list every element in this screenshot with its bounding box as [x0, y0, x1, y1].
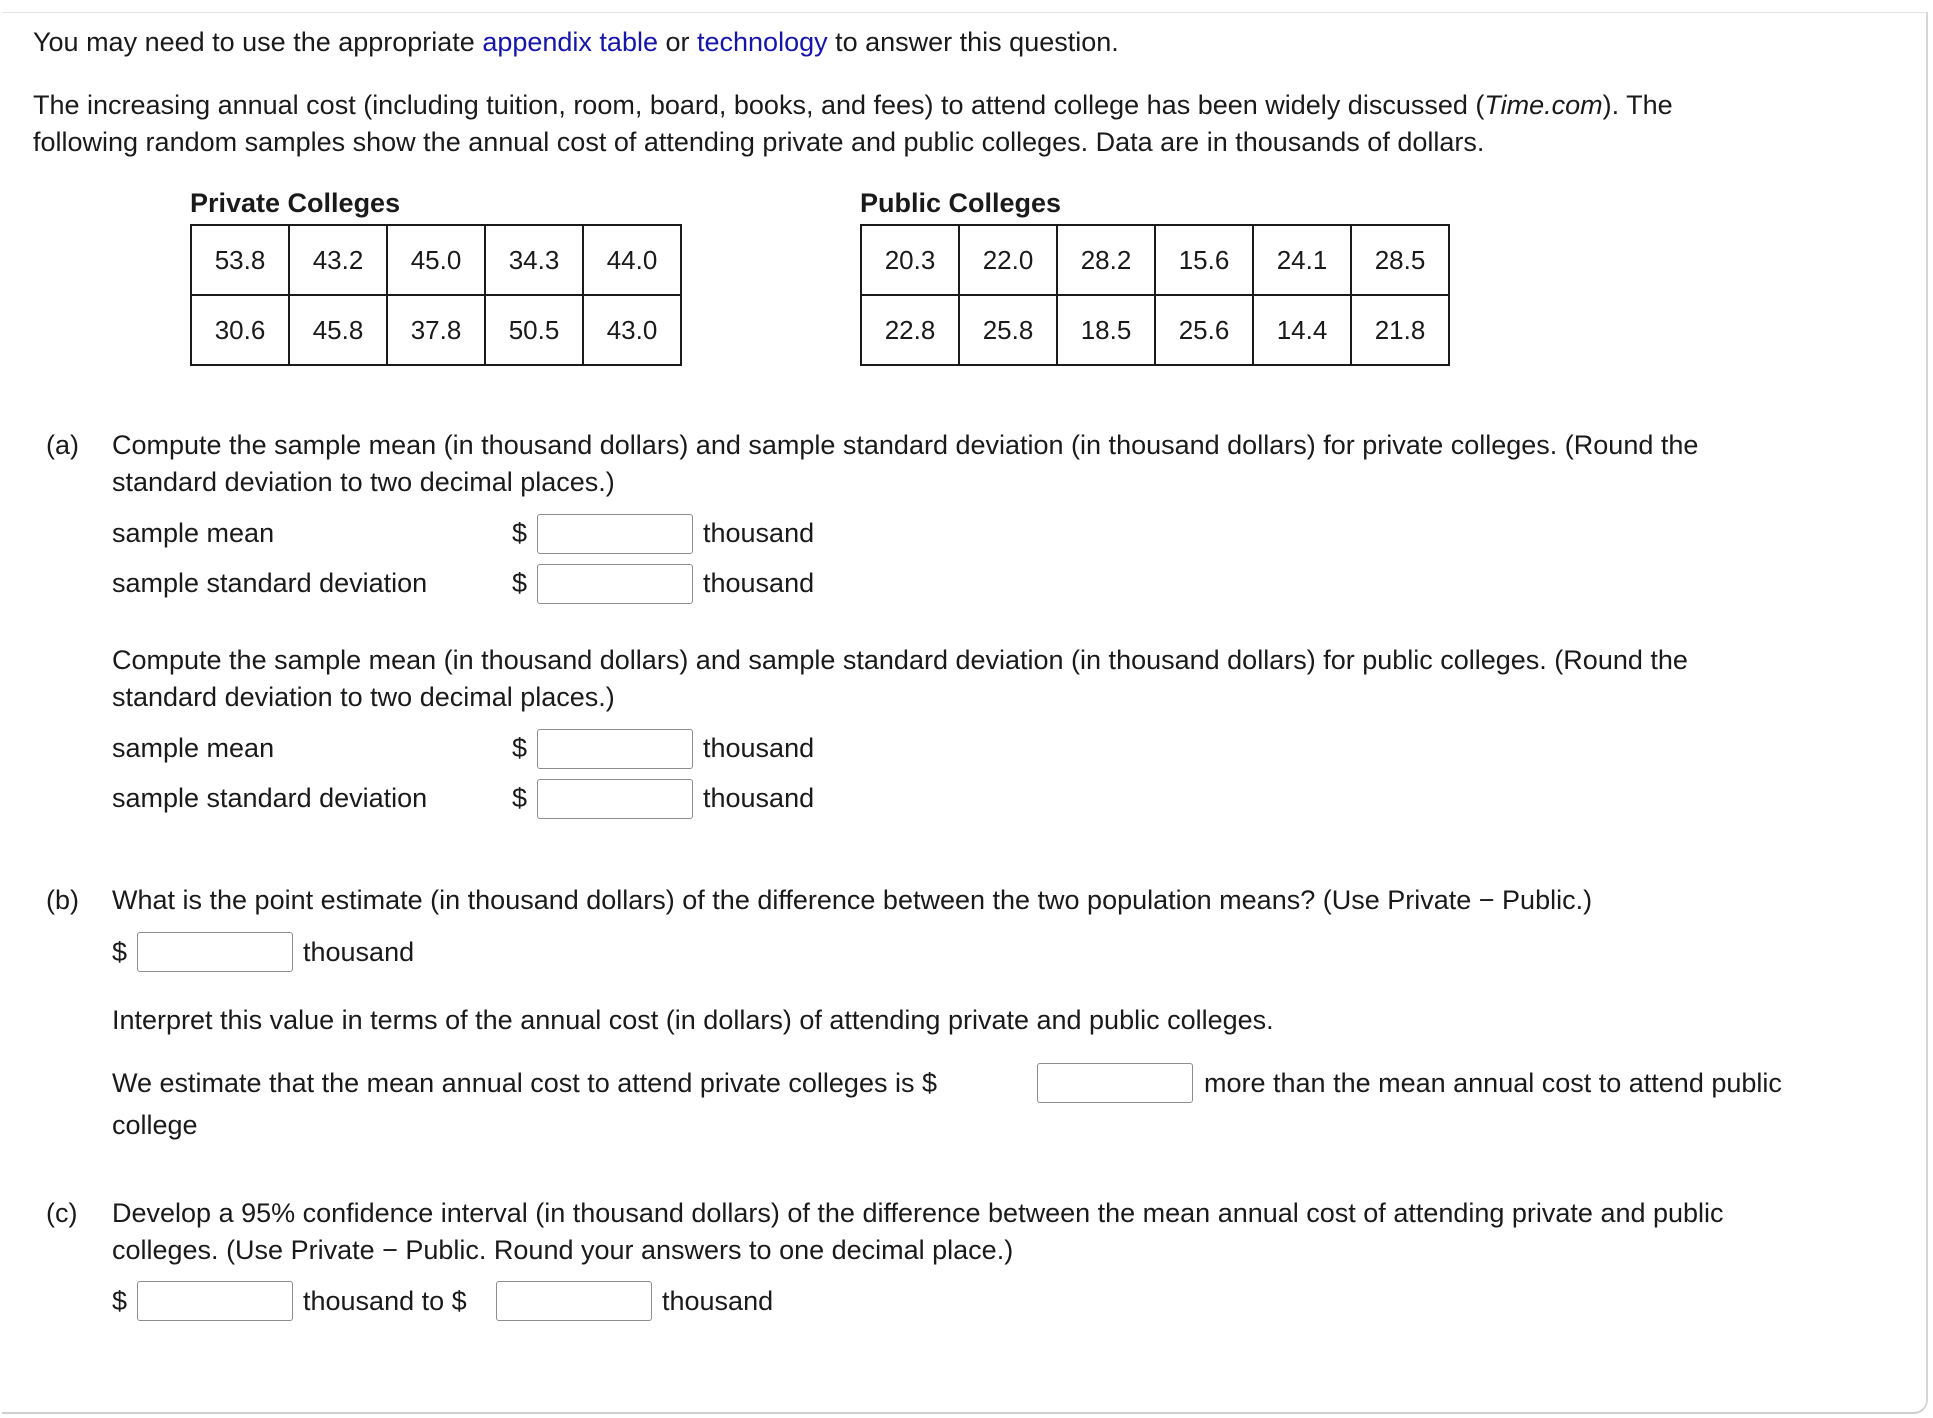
unit-label: thousand — [703, 733, 815, 763]
part-b-question: What is the point estimate (in thousand dollars) of the difference between the two population means? (Use Private − Public.) — [112, 885, 1593, 915]
dollar-sign: $ — [512, 733, 528, 763]
dollar-sign: $ — [112, 1286, 128, 1316]
table-cell: 28.2 — [1057, 225, 1155, 295]
table-cell: 18.5 — [1057, 295, 1155, 365]
table-cell: 37.8 — [387, 295, 485, 365]
part-b-label: (b) — [46, 885, 79, 915]
private-sd-label: sample standard deviation — [112, 568, 428, 598]
problem-statement: The increasing annual cost (including tuition, room, board, books, and fees) to attend college has been widely discussed (Time.com). The following random samples show the annual cost of attending private and public colleges. Data are in thousands of dollars. — [33, 90, 1673, 157]
public-mean-input[interactable] — [537, 729, 693, 769]
private-sd-input[interactable] — [537, 564, 693, 604]
table-cell: 24.1 — [1253, 225, 1351, 295]
table-cell: 25.8 — [959, 295, 1057, 365]
table-cell: 43.2 — [289, 225, 387, 295]
appendix-table-link[interactable]: appendix table — [482, 27, 658, 57]
unit-label: thousand — [703, 568, 815, 598]
interpret-amount-input[interactable] — [1037, 1063, 1193, 1103]
point-estimate-input[interactable] — [137, 932, 293, 972]
public-question: Compute the sample mean (in thousand dollars) and sample standard deviation (in thousand dollars) for public colleges. (Round the standard deviation to two decimal places.) — [112, 645, 1688, 712]
interpret-sentence-end: more than the mean annual cost to attend public — [1204, 1068, 1782, 1098]
table-cell: 25.6 — [1155, 295, 1253, 365]
private-colleges-title: Private Colleges — [190, 188, 401, 218]
table-cell: 50.5 — [485, 295, 583, 365]
dollar-sign: $ — [512, 518, 528, 548]
public-colleges-title: Public Colleges — [860, 188, 1062, 218]
table-cell: 21.8 — [1351, 295, 1449, 365]
part-a-label: (a) — [46, 430, 79, 460]
table-cell: 44.0 — [583, 225, 681, 295]
interpret-sentence-start: We estimate that the mean annual cost to attend private colleges is $ — [112, 1068, 937, 1098]
intro-text: You may need to use the appropriate appendix table or technology to answer this question. — [33, 27, 1119, 57]
table-cell: 20.3 — [861, 225, 959, 295]
table-cell: 45.8 — [289, 295, 387, 365]
private-mean-label: sample mean — [112, 518, 275, 548]
private-mean-input[interactable] — [537, 514, 693, 554]
table-cell: 45.0 — [387, 225, 485, 295]
unit-label: thousand — [662, 1286, 774, 1316]
table-row — [191, 225, 681, 295]
unit-label: thousand — [703, 783, 815, 813]
ci-upper-input[interactable] — [496, 1281, 652, 1321]
table-cell: 15.6 — [1155, 225, 1253, 295]
part-c-label: (c) — [46, 1198, 78, 1228]
table-cell: 30.6 — [191, 295, 289, 365]
unit-label: thousand — [703, 518, 815, 548]
public-mean-label: sample mean — [112, 733, 275, 763]
table-cell: 43.0 — [583, 295, 681, 365]
dollar-sign: $ — [512, 568, 528, 598]
private-colleges-table — [190, 224, 682, 366]
dollar-sign: $ — [512, 783, 528, 813]
part-c-question: Develop a 95% confidence interval (in thousand dollars) of the difference between the mean annual cost of attending private and public colleges. (Use Private − Public. Round your answers to one decimal place.) — [112, 1198, 1724, 1265]
ci-lower-input[interactable] — [137, 1281, 293, 1321]
table-cell: 34.3 — [485, 225, 583, 295]
public-colleges-table — [860, 224, 1450, 366]
table-row — [861, 295, 1449, 365]
dollar-sign: $ — [112, 937, 128, 967]
table-row — [191, 295, 681, 365]
table-cell: 22.8 — [861, 295, 959, 365]
table-row — [861, 225, 1449, 295]
interpret-instruction: Interpret this value in terms of the annual cost (in dollars) of attending private and public colleges. — [112, 1005, 1274, 1035]
table-cell: 53.8 — [191, 225, 289, 295]
table-cell: 28.5 — [1351, 225, 1449, 295]
table-cell: 22.0 — [959, 225, 1057, 295]
technology-link[interactable]: technology — [697, 27, 828, 57]
unit-label: thousand — [303, 937, 415, 967]
public-sd-input[interactable] — [537, 779, 693, 819]
part-a-question: Compute the sample mean (in thousand dollars) and sample standard deviation (in thousand dollars) for private colleges. (Round the standard deviation to two decimal places.) — [112, 430, 1699, 497]
ci-thousand-to-label: thousand to $ — [303, 1286, 467, 1316]
public-sd-label: sample standard deviation — [112, 783, 428, 813]
interpret-sentence-wrap: college — [112, 1110, 198, 1140]
table-cell: 14.4 — [1253, 295, 1351, 365]
source-citation: Time.com — [1484, 90, 1603, 120]
